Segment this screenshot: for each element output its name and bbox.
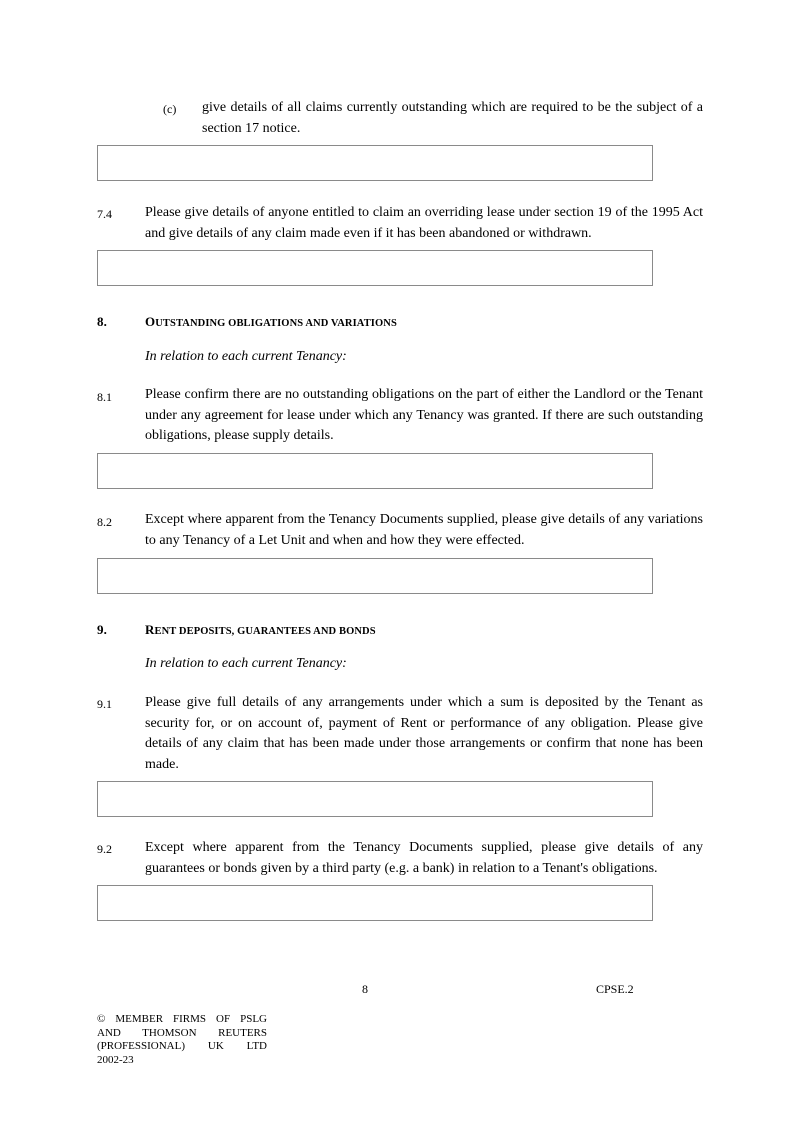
copyright-line-2: AND THOMSON REUTERS — [97, 1026, 267, 1039]
section-8-number: 8. — [97, 314, 107, 329]
section-9-title-first: R — [145, 622, 155, 637]
section-8-subtitle: In relation to each current Tenancy: — [145, 349, 347, 364]
answer-box-7-3c[interactable] — [97, 145, 653, 181]
item-9-2-text: Except where apparent from the Tenancy Documents supplied, please give details of any guarantees or bonds given by a third party (e.g. a bank) in relation to a Tenant's obligations. — [145, 840, 703, 876]
item-number-8-2: 8.2 — [97, 515, 112, 529]
item-number-7-4: 7.4 — [97, 207, 112, 221]
copyright-notice — [97, 1013, 267, 1067]
section-9-subtitle: In relation to each current Tenancy: — [145, 656, 347, 671]
section-9-title — [145, 622, 376, 638]
document-reference: CPSE.2 — [596, 982, 634, 996]
item-8-2-text: Except where apparent from the Tenancy Documents supplied, please give details of any variations to any Tenancy of a Let Unit and when and how they were effected. — [145, 512, 703, 548]
answer-box-8-1[interactable] — [97, 453, 653, 489]
copyright-line-4: 2002-23 — [97, 1053, 134, 1066]
section-9-number: 9. — [97, 622, 107, 637]
answer-box-7-4[interactable] — [97, 250, 653, 286]
section-9-title-rest: ENT DEPOSITS, GUARANTEES AND BONDS — [154, 626, 376, 637]
item-number-8-1: 8.1 — [97, 390, 112, 404]
page-number: 8 — [362, 982, 368, 996]
item-8-1-text: Please confirm there are no outstanding obligations on the part of either the Landlord or the Tenant under any agreement for lease under which any Tenancy was granted. If there are such outstanding obligations, please supply details. — [145, 387, 703, 443]
copyright-line-1: © MEMBER FIRMS OF PSLG — [97, 1013, 267, 1025]
item-number-9-2: 9.2 — [97, 842, 112, 856]
answer-box-8-2[interactable] — [97, 558, 653, 594]
section-8-title-first: O — [145, 314, 156, 329]
section-8-title-rest: UTSTANDING OBLIGATIONS AND VARIATIONS — [155, 318, 397, 329]
item-7-4-text: Please give details of anyone entitled to claim an overriding lease under section 19 of the 1995 Act and give details of any claim made even if it has been abandoned or withdrawn. — [145, 205, 703, 241]
item-9-1-text: Please give full details of any arrangements under which a sum is deposited by the Tenant as security for, or on account of, payment of Rent or performance of any obligation. Please give details of any claim that has been made under those arrangements or confirm that none has been made. — [145, 695, 703, 772]
copyright-line-3: (PROFESSIONAL) UK LTD — [97, 1040, 267, 1052]
item-7-3c-text: give details of all claims currently outstanding which are required to be the subject of a section 17 notice. — [202, 100, 703, 136]
item-label-c: (c) — [163, 102, 177, 116]
answer-box-9-2[interactable] — [97, 885, 653, 921]
answer-box-9-1[interactable] — [97, 781, 653, 817]
section-8-title — [145, 314, 397, 330]
item-number-9-1: 9.1 — [97, 697, 112, 711]
